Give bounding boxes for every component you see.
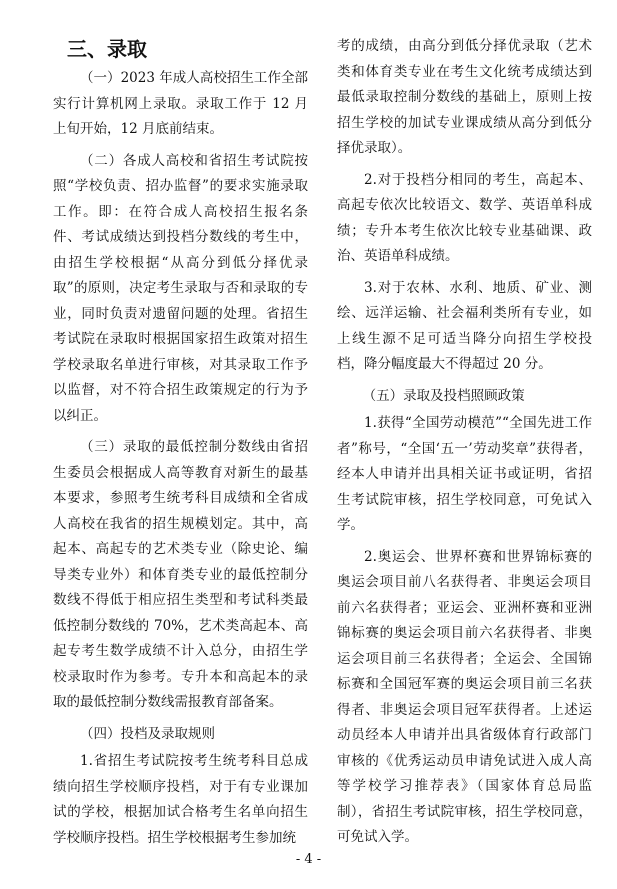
paragraph-filing-rule-2: 2.对于投档分相同的考生，高起本、高起专依次比较语文、数学、英语单科成绩；专升本考生依次比较专业基础课、政治、英语单科成绩。 (337, 171, 592, 264)
subheading-filing-rules: （四）投档及录取规则 (80, 725, 215, 742)
paragraph-admission-responsibility: （二）各成人高校和省招生考试院按照“学校负责、招办监督”的要求实施录取工作。即：在符合成人高校招生报名条件、考试成绩达到投档分数线的考生中，由招生学校根据“从高分到低分择优录取”的原则，决定考生录取与否和录取的专业，同时负责对遗留问题的处理。省招生考试院在录取时根据国家招生政策对招生学校录取名单进行审核，对其录取工作予以监督，对不符合招生政策规定的行为予以纠正。 (53, 152, 308, 424)
paragraph-filing-rule-1: 1.省招生考试院按考生统考科目总成绩向招生学校顺序投档，对于有专业课加试的学校，根据加试合格考生名单向招生学校顺序投档。招生学校根据考生参加统 (53, 753, 308, 846)
section-heading: 三、录取 (67, 37, 147, 61)
paragraph-policy-2: 2.奥运会、世界杯赛和世界锦标赛的奥运会项目前八名获得者、非奥运会项目前六名获得者；亚运会、亚洲杯赛和亚洲锦标赛的奥运会项目前六名获得者、非奥运会项目前三名获得者；全运会、全国锦标赛和全国冠军赛的奥运会项目前三名获得者、非奥运会项目冠军获得者。上述运动员经本人申请并出具省级体育行政部门审核的《优秀运动员申请免试进入成人高等学校学习推荐表》（国家体育总局监制），省招生考试院审核，招生学校同意，可免试入学。 (337, 548, 592, 845)
paragraph-policy-1: 1.获得“全国劳动模范”“全国先进工作者”称号，“全国‘五一’劳动奖章”获得者，经本人申请并出具相关证书或证明，省招生考试院审核，招生学校同意，可免试入学。 (337, 415, 592, 533)
page-number: - 4 - (295, 852, 322, 867)
right-column (337, 34, 592, 857)
subheading-preferential-policy: （五）录取及投档照顾政策 (362, 387, 525, 404)
paragraph-filing-rule-1-continued: 考的成绩，由高分到低分择优录取（艺术类和体育类专业在考生文化统考成绩达到最低录取控制分数线的基础上，原则上按招生学校的加试专业课成绩从高分到低分择优录取）。 (337, 38, 592, 156)
paragraph-filing-rule-3: 3.对于农林、水利、地质、矿业、测绘、远洋运输、社会福利类所有专业，如上线生源不足可适当降分向招生学校投档，降分幅度最大不得超过 20 分。 (337, 279, 592, 372)
paragraph-admission-timing: （一）2023 年成人高校招生工作全部实行计算机网上录取。录取工作于 12 月上旬开始，12 月底前结束。 (53, 70, 308, 137)
left-column (53, 34, 308, 857)
paragraph-minimum-score-line: （三）录取的最低控制分数线由省招生委员会根据成人高等教育对新生的最基本要求，参照考生统考科目成绩和全省成人高校在我省的招生规模划定。其中，高起本、高起专的艺术类专业（除史论、编导类专业外）和体育类专业的最低控制分数线不得低于相应招生类型和考试科类最低控制分数线的 70%，艺术类高起本、高起专考生数学成绩不计入总分，由招生学校录取时作为参考。专升本和高起本的录取的最低控制分数线需报教育部备案。 (53, 439, 308, 710)
